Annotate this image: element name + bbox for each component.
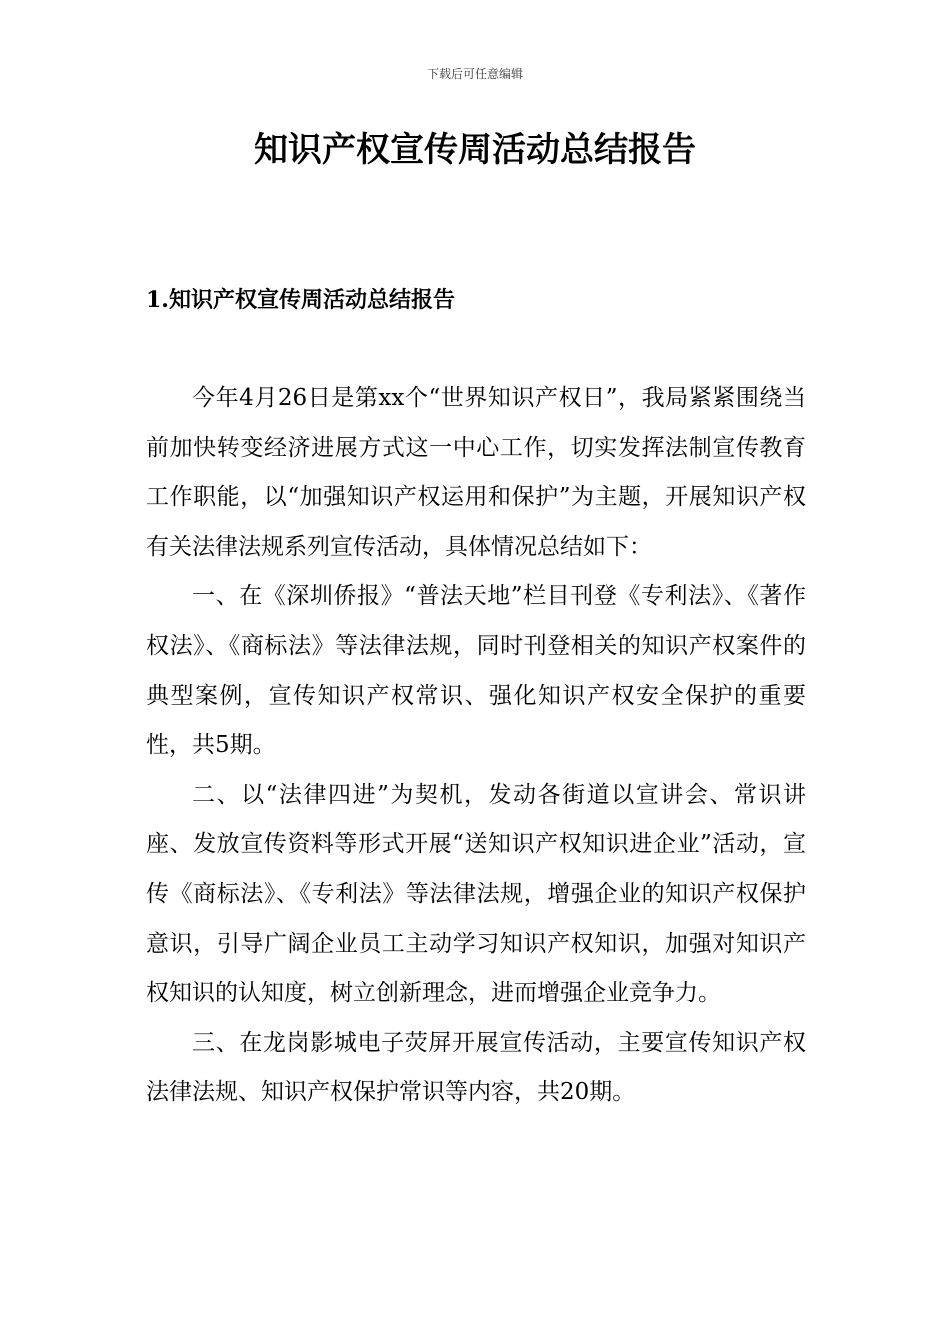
paragraph-item-3: 三、在龙岗影城电子荧屏开展宣传活动，主要宣传知识产权法律法规、知识产权保护常识等内容，共20期。 [146, 1029, 806, 1106]
paragraph-item-1: 一、在《深圳侨报》“普法天地”栏目刊登《专利法》、《著作权法》、《商标法》等法律法规，同时刊登相关的知识产权案件的典型案例，宣传知识产权常识、强化知识产权安全保护的重要性，共5期。 [146, 583, 806, 759]
body-text [146, 374, 806, 1118]
paragraph-item-2: 二、以“法律四进”为契机，发动各街道以宣讲会、常识讲座、发放宣传资料等形式开展“送知识产权知识进企业”活动，宣传《商标法》、《专利法》等法律法规，增强企业的知识产权保护意识，引导广阔企业员工主动学习知识产权知识，加强对知识产权知识的认知度，树立创新理念，进而增强企业竞争力。 [146, 781, 806, 1007]
header-note: 下载后可任意编辑 [426, 67, 523, 81]
section-heading: 1.知识产权宣传周活动总结报告 [146, 287, 455, 313]
document-title: 知识产权宣传周活动总结报告 [254, 130, 696, 170]
paragraph-intro: 今年4月26日是第xx个“世界知识产权日”，我局紧紧围绕当前加快转变经济进展方式这一中心工作，切实发挥法制宣传教育工作职能，以“加强知识产权运用和保护”为主题，开展知识产权有关法律法规系列宣传活动，具体情况总结如下： [146, 385, 806, 560]
